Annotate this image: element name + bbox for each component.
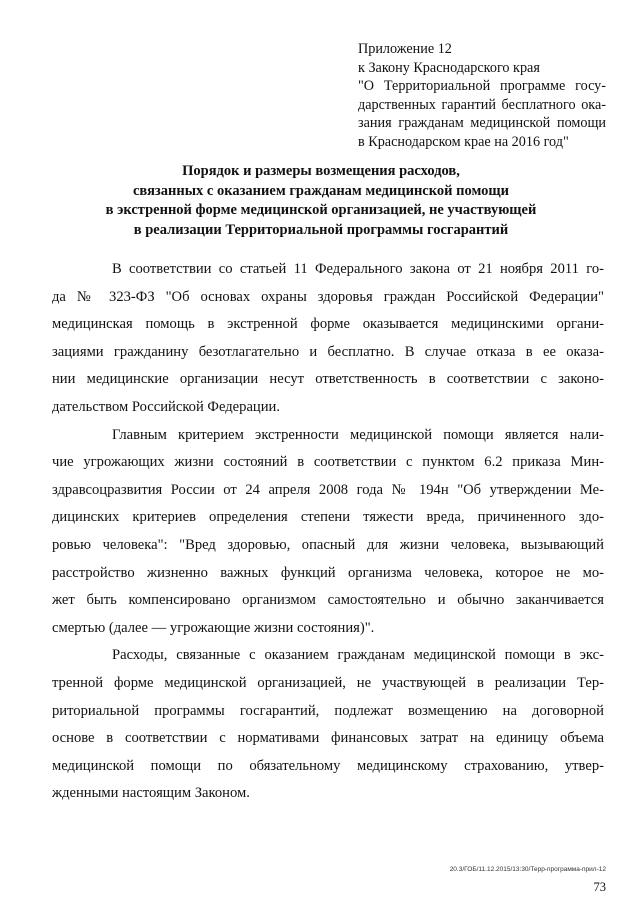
body-line: основе в соответствии с нормативами финансовых затрат на единицу объема — [52, 730, 604, 747]
appendix-line: дарственных гарантий бесплатного ока- — [358, 96, 606, 113]
appendix-line: в Краснодарском крае на 2016 год" — [358, 133, 569, 150]
appendix-line: "О Территориальной программе госу- — [358, 78, 606, 95]
body-line: тренной форме медицинской организацией, не участвующей в реализации Тер- — [52, 674, 604, 691]
document-code: 20.3/ГОБ/11.12.2015/13:30/Терр-программа-прил-12 — [449, 866, 606, 873]
document-body — [52, 256, 604, 808]
title-line: в реализации Территориальной программы госгарантий — [133, 221, 509, 238]
body-line: медицинская помощь в экстренной форме оказывается медицинскими органи- — [52, 316, 604, 333]
body-line: дицинских критериев определения степени тяжести вреда, причиненного здо- — [52, 509, 604, 526]
appendix-line: Приложение 12 — [358, 41, 452, 57]
body-line: Главным критерием экстренности медицинской помощи является нали- — [112, 426, 604, 443]
appendix-heading — [358, 40, 606, 152]
body-line: медицинской помощи по обязательному медицинскому страхованию, утвер- — [52, 757, 604, 774]
body-line: В соответствии со статьей 11 Федерального закона от 21 ноября 2011 го- — [112, 261, 604, 277]
body-line: чие угрожающих жизни состояний в соответствии с пунктом 6.2 приказа Мин- — [52, 454, 604, 471]
title-line: связанных с оказанием гражданам медицинской помощи — [133, 182, 509, 199]
body-line: да № 323-ФЗ "Об основах охраны здоровья граждан Российской Федерации" — [52, 288, 604, 305]
page-number: 73 — [593, 880, 606, 894]
body-line: смертью (далее — угрожающие жизни состояния)". — [52, 619, 375, 636]
appendix-line: зания гражданам медицинской помощи — [358, 115, 606, 132]
body-line: жденными настоящим Законом. — [52, 785, 250, 802]
body-line: Расходы, связанные с оказанием гражданам медицинской помощи в экс- — [112, 647, 604, 664]
title-line: Порядок и размеры возмещения расходов, — [182, 163, 460, 179]
body-line: зациями гражданину безотлагательно и бесплатно. В случае отказа в ее оказа- — [52, 343, 604, 360]
body-line: дательством Российской Федерации. — [52, 398, 281, 415]
body-line: расстройство жизненно важных функций организма человека, которое не мо- — [52, 564, 604, 581]
document-title — [96, 162, 546, 240]
body-line: здравсоцразвития России от 24 апреля 2008 года № 194н "Об утверждении Ме- — [52, 481, 604, 498]
body-line: нии медицинские организации несут ответственность в соответствии с законо- — [52, 371, 604, 388]
title-line: в экстренной форме медицинской организацией, не участвующей — [105, 202, 537, 219]
body-line: ровью человека": "Вред здоровью, опасный для жизни человека, вызывающий — [52, 536, 604, 553]
appendix-line: к Закону Краснодарского края — [358, 59, 540, 76]
body-line: жет быть компенсировано организмом самостоятельно и обычно заканчивается — [52, 592, 604, 609]
body-line: риториальной программы госгарантий, подлежат возмещению на договорной — [52, 702, 604, 719]
